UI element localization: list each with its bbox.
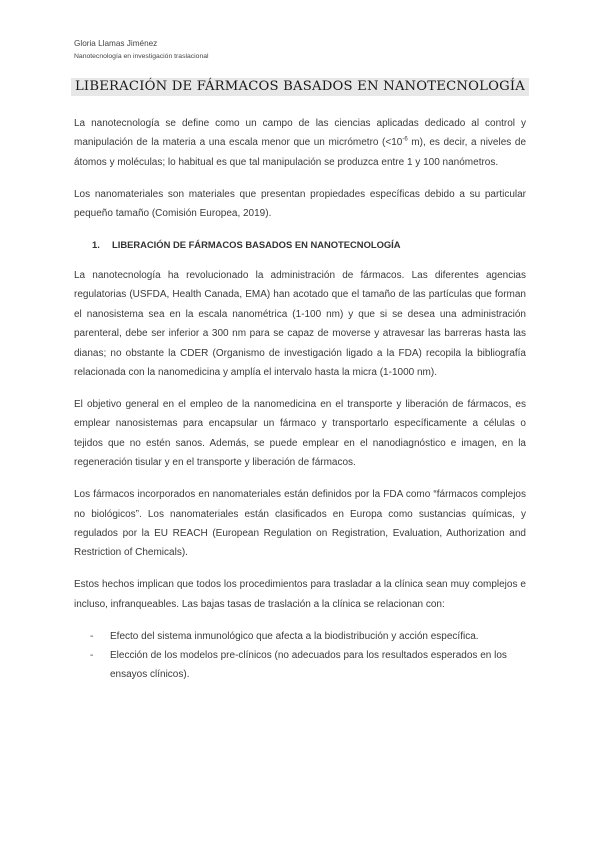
section-number: 1. [92, 239, 100, 251]
exponent: -6 [402, 137, 408, 144]
title-wrapper [0, 77, 600, 96]
bullet-dash: - [90, 630, 94, 642]
list-item [74, 627, 526, 646]
intro-text-1b: m), es decir, a niveles de átomos y moléculas; lo habitual es que tal manipulación se produzca entre 1 y 100 nanómetros. [74, 137, 527, 168]
list-item-text: Elección de los modelos pre-clínicos (no adecuados para los resultados esperados en los ensayos clínicos). [110, 649, 507, 681]
intro-paragraph-2: Los nanomateriales son materiales que presentan propiedades específicas debido a su particular pequeño tamaño (Comisión Europea, 2019). [74, 188, 526, 220]
author-name: Gloria Llamas Jiménez [74, 39, 158, 48]
section-heading-text: LIBERACIÓN DE FÁRMACOS BASADOS EN NANOTECNOLOGÍA [112, 239, 401, 251]
body-paragraph-2: El objetivo general en el empleo de la nanomedicina en el transporte y liberación de fármacos, es emplear nanosistemas para encapsular un fármaco y transportarlo específicamente a células o tejidos que no estén sanos. Además, se puede emplear en el nanodiagnóstico e imagen, en la regeneración tisular y en el transporte y liberación de fármacos. [74, 398, 526, 469]
course-subject: Nanotecnología en investigación traslacional [74, 53, 209, 60]
intro-text-1a: La nanotecnología se define como un campo de las ciencias aplicadas dedicado al control y manipulación de la materia a una escala menor que un micrómetro (<10 [74, 118, 526, 149]
page-title: LIBERACIÓN DE FÁRMACOS BASADOS EN NANOTECNOLOGÍA [71, 78, 529, 96]
list-item [74, 646, 526, 685]
list-item-text: Efecto del sistema inmunológico que afecta a la biodistribución y acción específica. [110, 630, 479, 642]
body-paragraph-4: Estos hechos implican que todos los procedimientos para trasladar a la clínica sean muy complejos e incluso, infranqueables. Las bajas tasas de traslación a la clínica se relacionan con: [74, 579, 526, 610]
body-paragraph-3: Los fármacos incorporados en nanomateriales están definidos por la FDA como “fármacos complejos no biológicos”. Los nanomateriales están clasificados en Europa como sustancias químicas, y regulados por la EU REACH (European Regulation on Registration, Evaluation, Authorization and Restriction of Chemicals). [74, 489, 526, 559]
page-header [74, 38, 209, 63]
bullet-dash: - [90, 649, 94, 661]
document-body [74, 114, 526, 685]
bullet-list [74, 627, 526, 685]
body-paragraph-1: La nanotecnología ha revolucionado la administración de fármacos. Las diferentes agencias regulatorias (USFDA, Health Canada, EMA) han acotado que el tamaño de las partículas que forman el nanosistema sea en la escala nanométrica (1-100 nm) y que si se desea una administración parenteral, debe ser inferior a 300 nm para se capaz de moverse y atravesar las barreras hasta las dianas; no obstante la CDER (Organismo de investigación ligado a la FDA) recopila la bibliografía relacionada con la nanomedicina y amplía el intervalo hasta la micra (1-1000 nm). [74, 270, 526, 379]
intro-paragraph-1 [74, 114, 526, 172]
section-heading [92, 236, 526, 254]
